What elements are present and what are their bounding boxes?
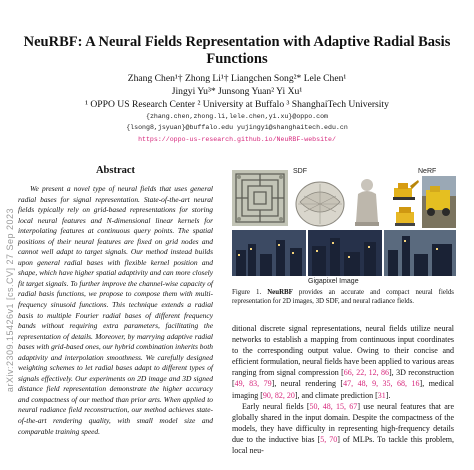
lego-shape bbox=[390, 178, 420, 202]
figure-1 bbox=[232, 168, 456, 290]
arxiv-stamp bbox=[5, 150, 14, 450]
arxiv-stamp-text: arXiv:2309.15426v1 [cs.CV] 27 Sep 2023 bbox=[4, 207, 15, 393]
authors-line-1: Zhang Chen¹† Zhong Li¹† Liangchen Song²* Lele Chen¹ bbox=[127, 73, 347, 84]
figure-nerf-lego bbox=[390, 178, 420, 202]
citation-link[interactable]: 31 bbox=[377, 390, 386, 400]
figure-nerf-scene bbox=[422, 176, 456, 228]
text-span: ] of MLPs. To tackle this problem, local neu- bbox=[232, 434, 455, 456]
emails-line-1: {zhang.chen,zhong.li,lele.chen,yi.xu}@oppo.com bbox=[145, 113, 329, 120]
figure-label-sdf: SDF bbox=[293, 168, 307, 175]
pattern-image bbox=[232, 170, 288, 226]
paper-title: NeuRBF: A Neural Fields Representation with Adaptive Radial Basis Functions bbox=[23, 34, 451, 67]
statue-shape bbox=[352, 176, 382, 228]
citation-link[interactable]: 50, 48, 15, 67 bbox=[309, 401, 358, 411]
figure-caption bbox=[232, 289, 454, 306]
intro-paragraph-1 bbox=[232, 323, 454, 401]
authors-line-2: Jingyi Yu³* Junsong Yuan² Yi Xu¹ bbox=[171, 86, 303, 97]
lego-shape-2 bbox=[390, 204, 420, 228]
figure-label-nerf: NeRF bbox=[418, 168, 437, 175]
citation-link[interactable]: 5, 70 bbox=[320, 434, 338, 444]
intro-text bbox=[232, 323, 454, 456]
text-span: ditional discrete signal representations, neural fields utilize neural networks to establish a mapping from continuous input coordinates to the corresponding output value. Owing to their concise and efficient formulation, neural fields have been applied to various areas ranging from signal compression [ bbox=[232, 324, 454, 378]
text-span: Early neural fields [ bbox=[242, 401, 310, 411]
abstract-heading: Abstract bbox=[95, 165, 136, 176]
figure-gigapixel bbox=[232, 230, 456, 276]
figure-sdf-render bbox=[290, 176, 350, 228]
gigapixel-city bbox=[232, 230, 456, 276]
abstract-body bbox=[18, 184, 213, 437]
emails-line-2: {lsong8,jsyuan}@buffalo.edu yujingyi@shanghaitech.edu.cn bbox=[126, 124, 348, 131]
intro-paragraph-2 bbox=[232, 401, 454, 456]
affiliations: ¹ OPPO US Research Center ² University at Buffalo ³ ShanghaiTech University bbox=[85, 99, 389, 110]
text-span: ], medical imaging [ bbox=[232, 379, 455, 400]
citation-link[interactable]: 66, 22, 12, 86 bbox=[343, 368, 389, 378]
text-span: ] use neural features that are globally shared in the input domain. Despite the compactness of the models, they have difficulty in representing high-frequency details due to the inductive bias [ bbox=[232, 401, 454, 444]
caption-prefix: Figure 1. bbox=[232, 289, 268, 296]
nerf-truck-shape bbox=[422, 176, 456, 228]
figure-label-gigapixel: Gigapixel Image bbox=[308, 278, 359, 285]
caption-text: provides an accurate and compact neural fields representation for 2D images, 3D SDF, and neural radiance fields. bbox=[232, 289, 454, 305]
figure-statue bbox=[352, 176, 382, 228]
caption-bold-name: NeuRBF bbox=[267, 289, 293, 296]
citation-link[interactable]: 49, 83, 79 bbox=[234, 379, 272, 389]
citation-link[interactable]: 90, 82, 20 bbox=[262, 390, 295, 400]
text-span: ], neural rendering [ bbox=[271, 379, 344, 389]
abstract-text: We present a novel type of neural fields that uses general radial bases for signal representation. State-of-the-art neural fields typically rely on grid-based representations for storing local neural features and N-dimensional linear kernels for interpolating features at continuous query points. The spatial positions of their neural features are fixed on grid nodes and cannot well adapt to target signals. Our method instead builds upon general radial bases with flexible kernel position and shape, which have higher spatial adaptivity and can more closely fit target signals. To further improve the channel-wise capacity of radial basis functions, we propose to compose them with multi-frequency sinusoid functions. This technique extends a radial basis to multiple Fourier radial bases of different frequency bands without requiring extra parameters, facilitating the representation of details. Moreover, by marrying adaptive radial bases with grid-based ones, our hybrid combination inherits both adaptivity and interpolation smoothness. We carefully designed weighting schemes to let radial bases adapt to different types of signals effectively. Our experiments on 2D image and 3D signed distance field representation demonstrate the higher accuracy and compactness of our method than prior arts. When applied to neural radiance field reconstruction, our method achieves state-of-the-art rendering quality, with small model size and comparable training speed. bbox=[18, 184, 213, 436]
text-span: ], and climate prediction [ bbox=[294, 390, 378, 400]
sdf-shape bbox=[290, 176, 350, 228]
citation-link[interactable]: 47, 48, 9, 35, 68, 16 bbox=[343, 379, 420, 389]
figure-nerf-lego-2 bbox=[390, 204, 420, 228]
text-span: ]. bbox=[385, 390, 391, 400]
project-url-link[interactable]: https://oppo-us-research.github.io/NeuRBF-website/ bbox=[138, 136, 336, 143]
text-span: ], 3D reconstruction [ bbox=[232, 368, 455, 389]
figure-image-2d bbox=[232, 170, 288, 226]
